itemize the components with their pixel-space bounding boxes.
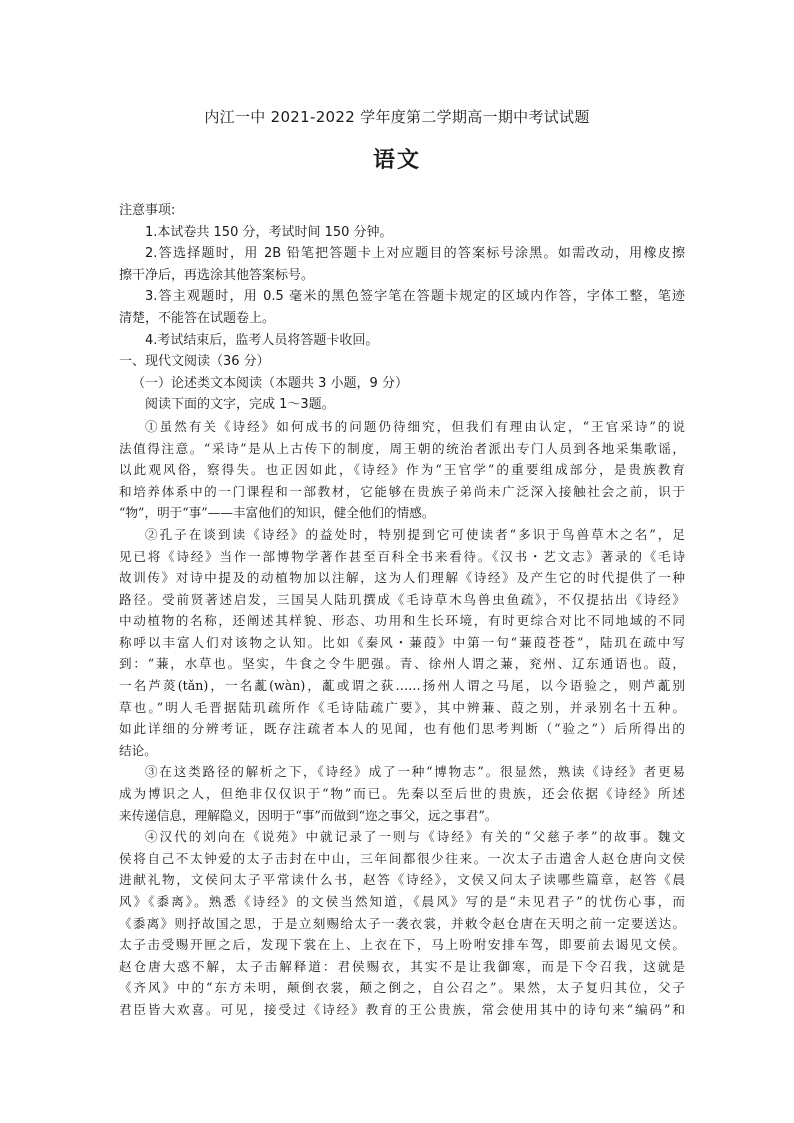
- passage-line: 君臣皆大欢喜。可见，接受过《诗经》教育的王公贵族，常会使用其中的诗句来“编码”和: [119, 1001, 685, 1017]
- section-heading: 一、现代文阅读（36 分）: [119, 354, 270, 370]
- passage-line: ③在这类路径的解析之下，《诗经》成了一种“博物志”。很显然，熟读《诗经》者更易: [145, 764, 685, 780]
- notice-item: 4.考试结束后，监考人员将答题卡收回。: [145, 332, 379, 348]
- exam-title: 内江一中 2021-2022 学年度第二学期高一期中考试试题: [204, 108, 590, 126]
- passage-line: 中动植物的名称，还阐述其样貌、形态、功用和生长环境，有时更综合对比不同地域的不同: [119, 613, 685, 629]
- notice-item-continued: 清楚，不能答在试题卷上。: [119, 310, 276, 326]
- passage-line: 故训传》对诗中提及的动植物加以注解，这为人们理解《诗经》及产生它的时代提供了一种: [119, 570, 685, 586]
- section-subheading: （一）论述类文本阅读（本题共 3 小题，9 分）: [132, 375, 408, 391]
- passage-line: 以此观风俗，察得失。也正因如此，《诗经》作为“王官学”的重要组成部分，是贵族教育: [119, 462, 685, 478]
- notice-item: 3.答主观题时，用 0.5 毫米的黑色签字笔在答题卡规定的区域内作答，字体工整，笔迹: [145, 289, 685, 305]
- passage-line: 侯将自己不太钟爱的太子击封在中山，三年间都很少往来。一次太子击遣舍人赵仓唐向文侯: [119, 850, 685, 866]
- subject-title: 语文: [372, 148, 421, 173]
- passage-line: 如此详细的分辨考证，既存注疏者本人的见闻，也有他们思考判断（“验之”）后所得出的: [119, 721, 685, 737]
- exam-body: [119, 200, 685, 1021]
- passage-line: 路径。受前贤著述启发，三国吴人陆玑撰成《毛诗草木鸟兽虫鱼疏》，不仅提拈出《诗经》: [119, 591, 685, 607]
- passage-line: ②孔子在谈到读《诗经》的益处时，特别提到它可使读者“多识于鸟兽草木之名”，足: [145, 526, 685, 542]
- reading-instruction: 阅读下面的文字，完成 1～3题。: [145, 397, 335, 413]
- passage-line: 风》《黍离》。熟悉《诗经》的文侯当然知道，《晨风》写的是“未见君子”的忧伤心事，而: [119, 894, 685, 909]
- passage-line: ④汉代的刘向在《说苑》中就记录了一则与《诗经》有关的“父慈子孝”的故事。魏文: [145, 829, 685, 845]
- passage-line: 一名芦菼(tǎn)，一名薍(wàn)，薍或谓之荻……扬州人谓之马尾，以今语验之，则芦薍别: [119, 678, 685, 694]
- notice-heading: 注意事项:: [119, 203, 176, 218]
- passage-line: 结论。: [119, 742, 157, 758]
- notice-item: 1.本试卷共 150 分，考试时间 150 分钟。: [145, 224, 393, 240]
- passage-line: 进献礼物，文侯问太子平常读什么书，赵答《诗经》，文侯又问太子读哪些篇章，赵答《晨: [119, 872, 685, 888]
- passage-line: 到：“蒹，水草也。坚实，牛食之令牛肥强。青、徐州人谓之蒹，兖州、辽东通语也。葭，: [119, 656, 685, 672]
- passage-line: 成为博识之人，但绝非仅仅识于“物”而已。先秦以至后世的贵族，还会依据《诗经》所述: [119, 786, 685, 802]
- passage-line: 见已将《诗经》当作一部博物学著作甚至百科全书来看待。《汉书・艺文志》著录的《毛诗: [119, 548, 685, 564]
- passage-line: ①虽然有关《诗经》如何成书的问题仍待细究，但我们有理由认定，“王官采诗”的说: [145, 418, 685, 434]
- passage-line: 法值得注意。“采诗”是从上古传下的制度，周王朝的统治者派出专门人员到各地采集歌谣，: [119, 440, 685, 456]
- passage-line: 太子击受赐开匣之后，发现下裳在上、上衣在下，马上吩咐安排车驾，即要前去谒见文侯。: [119, 937, 685, 953]
- passage-line: 草也。”明人毛晋据陆玑疏所作《毛诗陆疏广要》，其中辨蒹、葭之别，并录别名十五种。: [119, 699, 685, 715]
- notice-item: 2.答选择题时，用 2B 铅笔把答题卡上对应题目的答案标号涂黑。如需改动，用橡皮擦: [145, 246, 685, 262]
- passage-line: 《黍离》则抒故国之思，于是立刻赐给太子一袭衣裳，并敕令赵仓唐在天明之前一定要送达。: [119, 915, 685, 931]
- passage-line: 来传递信息，理解隐义，因明于“事”而做到“迩之事父，远之事君”。: [119, 807, 498, 823]
- notice-item-continued: 擦干净后，再选涂其他答案标号。: [119, 267, 315, 283]
- passage-line: “物”，明于“事”——丰富他们的知识，健全他们的情感。: [119, 505, 435, 521]
- passage-line: 称呼以丰富人们对该物之认知。比如《秦风・蒹葭》中第一句“蒹葭苍苍”，陆玑在疏中写: [119, 634, 685, 650]
- passage-line: 《齐风》中的“东方未明，颠倒衣裳，颠之倒之，自公召之”。果然，太子复归其位，父子: [119, 980, 685, 996]
- passage-line: 和培养体系中的一门课程和一部教材，它能够在贵族子弟尚未广泛深入接触社会之前，识于: [119, 483, 685, 499]
- passage-line: 赵仓唐大惑不解，太子击解释道：君侯赐衣，其实不是让我御寒，而是下令召我，这就是: [119, 958, 685, 974]
